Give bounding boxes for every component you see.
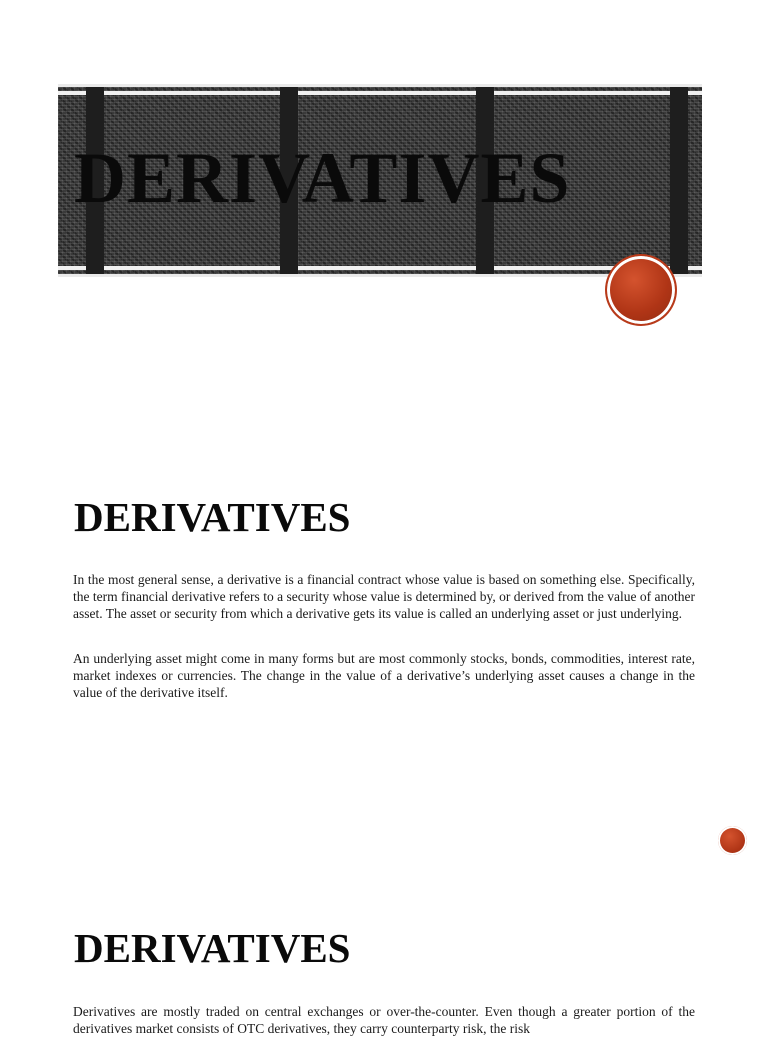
body-paragraph: Derivatives are mostly traded on central exchanges or over-the-counter. Even though a greater portion of the derivatives market consists of OTC derivatives, they carry counterparty risk, the risk bbox=[73, 1004, 695, 1036]
section-heading: DERIVATIVES bbox=[74, 925, 351, 971]
banner-bar bbox=[670, 87, 688, 274]
slide-title: DERIVATIVES bbox=[74, 138, 571, 218]
decorative-circle-icon bbox=[718, 826, 747, 855]
section-heading: DERIVATIVES bbox=[74, 494, 351, 540]
decorative-circle-icon bbox=[607, 256, 675, 324]
body-paragraph: In the most general sense, a derivative is a financial contract whose value is based on something else. Specifically, the term financial derivative refers to a security whose value is determined by, or derived from the value of another asset. The asset or security from which a derivative gets its value is called an underlying asset or just underlying. bbox=[73, 572, 695, 621]
body-paragraph: An underlying asset might come in many forms but are most commonly stocks, bonds, commodities, interest rate, market indexes or currencies. The change in the value of a derivative’s underlying asset causes a change in the value of the derivative itself. bbox=[73, 651, 695, 700]
banner-stripe bbox=[58, 91, 702, 95]
banner-stripe bbox=[58, 266, 702, 270]
